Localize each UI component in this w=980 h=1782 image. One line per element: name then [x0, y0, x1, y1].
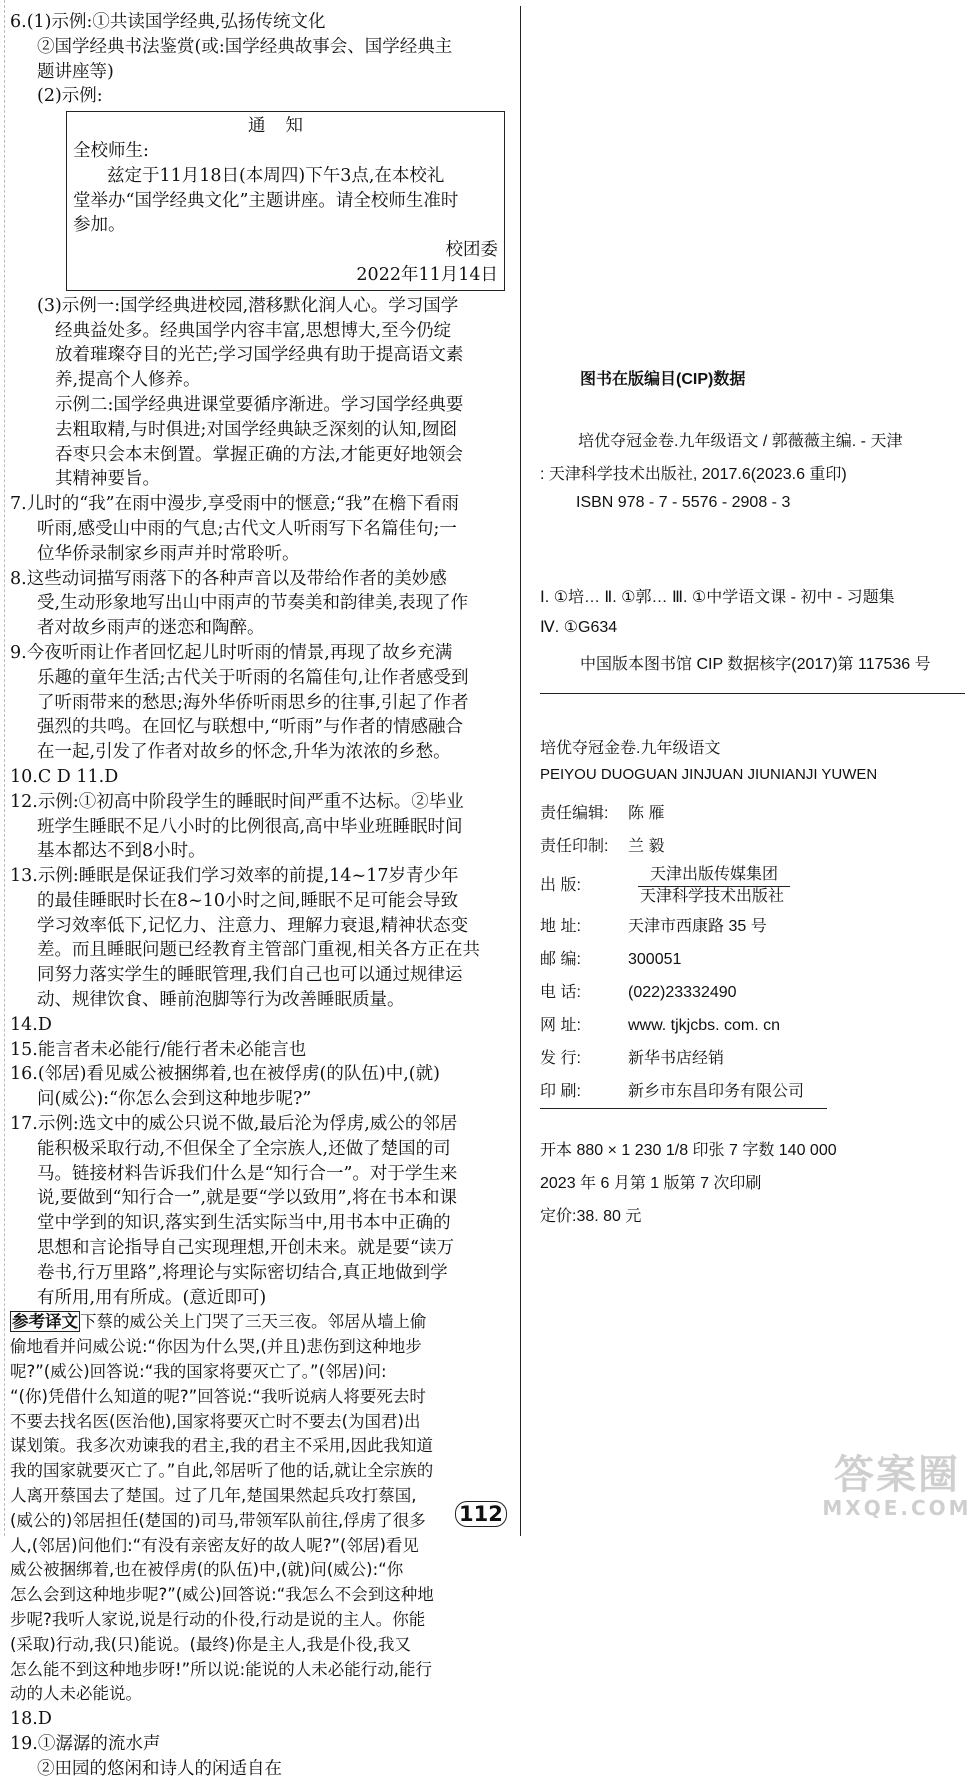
translation-line: 怎么能不到这种地步呀!”所以说:能说的人未必能行动,能行 — [10, 1659, 432, 1679]
editor-label: 责任编辑: — [540, 805, 609, 822]
watermark-logo — [822, 1454, 972, 1526]
translation-line: 谋划策。我多次劝谏我的君主,我的君主不采用,因此我知道 — [10, 1436, 433, 1456]
translation-tag: 参考译文 — [12, 1312, 78, 1332]
cip-line: Ⅰ. ①培… Ⅱ. ①郭… Ⅲ. ①中学语文课 - 初中 - 习题集 — [540, 589, 895, 606]
page-number-value: 112 — [455, 1501, 507, 1527]
website-row — [540, 1012, 780, 1035]
distribution-label: 发 行: — [540, 1050, 581, 1067]
watermark-top: 答案圈 — [834, 1452, 960, 1498]
distribution-value: 新华书店经销 — [628, 1050, 725, 1067]
answer-line: 9.今夜听雨让作者回忆起儿时听雨的情景,再现了故乡充满 — [10, 642, 453, 663]
address-row — [540, 913, 767, 936]
answer-line: 的最佳睡眠时长在8~10小时之间,睡眠不足可能会导致 — [37, 890, 459, 911]
answer-line: 能积极采取行动,不但保全了全宗族人,还做了楚国的司 — [37, 1138, 451, 1159]
answer-line: 其精神要旨。 — [55, 469, 160, 490]
answer-line: 14.D — [10, 1014, 52, 1035]
answer-line: 题讲座等) — [37, 61, 114, 82]
answer-line: 16.(邻居)看见威公被捆绑着,也在被俘虏(的队伍)中,(就) — [10, 1064, 440, 1085]
printer-value: 新乡市东昌印务有限公司 — [628, 1083, 805, 1100]
notice-greeting: 全校师生: — [73, 140, 149, 161]
answer-line: ②田园的悠闲和诗人的闲适自在 — [37, 1758, 282, 1779]
postcode-row — [540, 946, 681, 969]
notice-body-line: 兹定于11月18日(本周四)下午3点,在本校礼 — [107, 165, 445, 186]
column-divider — [520, 6, 521, 1536]
answer-line: 动、规律饮食、睡前泡脚等行为改善睡眠质量。 — [37, 990, 405, 1011]
price-line: 定价:38. 80 元 — [540, 1208, 642, 1225]
answer-line: 了听雨带来的愁思;海外华侨听雨思乡的往事,引起了作者 — [37, 692, 469, 713]
answer-line: 受,生动形象地写出山中雨声的节奏美和韵律美,表现了作 — [37, 593, 469, 614]
notice-body-line: 堂举办“国学经典文化”主题讲座。请全校师生准时 — [73, 190, 459, 211]
website-label: 网 址: — [540, 1017, 581, 1034]
publisher-house: 天津科学技术出版社 — [640, 888, 785, 905]
cip-heading: 图书在版编目(CIP)数据 — [580, 371, 746, 388]
answer-line: 经典益处多。经典国学内容丰富,思想博大,至今仍绽 — [55, 320, 452, 341]
translation-line: 我的国家就要灭亡了。”自此,邻居听了他的话,就让全宗族的 — [10, 1461, 434, 1481]
translation-line: 人,(邻居)问他们:“有没有亲密友好的故人呢?”(邻居)看见 — [10, 1535, 419, 1555]
answer-line: 问(威公):“你怎么会到这种地步呢?” — [37, 1089, 312, 1110]
translation-line: 怎么会到这种地步呢?”(威公)回答说:“我怎么不会到这种地 — [10, 1585, 434, 1605]
answer-line: (2)示例: — [37, 86, 103, 107]
answer-line: 8.这些动词描写雨落下的各种声音以及带给作者的美妙感 — [10, 568, 447, 589]
answer-line: 12.示例:①初高中阶段学生的睡眠时间严重不达标。②毕业 — [10, 791, 464, 812]
answer-line: 17.示例:选文中的威公只说不做,最后沦为俘虏,威公的邻居 — [10, 1114, 458, 1135]
notice-signer: 校团委 — [445, 240, 498, 261]
translation-line: 威公被捆绑着,也在被俘虏(的队伍)中,(就)问(威公):“你 — [10, 1560, 404, 1580]
answer-line: 15.能言者未必能行/能行者未必能言也 — [10, 1039, 307, 1060]
translation-line: 呢?”(威公)回答说:“我的国家将要灭亡了。”(邻居)问: — [10, 1362, 387, 1382]
answer-line: 位华侨录制家乡雨声并时常聆听。 — [37, 543, 300, 564]
translation-line: 动的人未必能说。 — [10, 1684, 142, 1704]
book-pinyin: PEIYOU DUOGUAN JINJUAN JIUNIANJI YUWEN — [540, 766, 878, 783]
answer-line: 强烈的共鸣。在回忆与联想中,“听雨”与作者的情感融合 — [37, 717, 463, 738]
book-title: 培优夺冠金卷.九年级语文 — [540, 740, 721, 757]
edition-line: 2023 年 6 月第 1 版第 7 次印刷 — [540, 1175, 762, 1192]
notice-date: 2022年11月14日 — [356, 264, 498, 285]
distribution-row — [540, 1045, 724, 1068]
answer-line: 10.C D 11.D — [10, 766, 119, 787]
answer-line: 养,提高个人修养。 — [55, 370, 201, 391]
answer-line: 卷书,行万里路”,将理论与实际密切结合,真正地做到学 — [37, 1262, 448, 1283]
publisher-group: 天津出版传媒集团 — [638, 865, 790, 887]
postcode-label: 邮 编: — [540, 951, 581, 968]
address-label: 地 址: — [540, 918, 581, 935]
notice-box — [66, 111, 505, 291]
print-manager-label: 责任印制: — [540, 838, 609, 855]
watermark-bottom: MXQE.COM — [822, 1496, 972, 1520]
editor-row — [540, 800, 664, 823]
notice-title: 通知 — [248, 116, 323, 137]
translation-line: (采取)行动,我(只)能说。(最终)你是主人,我是仆役,我又 — [10, 1634, 411, 1654]
divider-rule — [540, 1108, 827, 1109]
editor-value: 陈 雁 — [628, 805, 665, 822]
translation-line: 不要去找名医(医治他),国家将要灭亡时不要去(为国君)出 — [10, 1411, 421, 1431]
answer-line: 19.①潺潺的流水声 — [10, 1733, 161, 1754]
answer-line: 班学生睡眠不足八小时的比例很高,高中毕业班睡眠时间 — [37, 816, 463, 837]
answer-line: 马。链接材料告诉我们什么是“知行合一”。对于学生来 — [37, 1163, 458, 1184]
publisher-row — [540, 872, 628, 895]
translation-line: (威公的)邻居担任(楚国的)司马,带领军队前往,俘虏了很多 — [10, 1510, 426, 1530]
cip-isbn: ISBN 978 - 7 - 5576 - 2908 - 3 — [576, 494, 791, 511]
phone-row — [540, 979, 737, 1002]
publisher-names — [638, 865, 790, 907]
translation-first-line: 下蔡的威公关上门哭了三天三夜。邻居从墙上偷 — [80, 1312, 427, 1332]
answer-line: 6.(1)示例:①共读国学经典,弘扬传统文化 — [10, 12, 326, 32]
answer-line: 在一起,引发了作者对故乡的怀念,升华为浓浓的乡愁。 — [37, 742, 451, 763]
printer-label: 印 刷: — [540, 1083, 581, 1100]
answer-line: 13.示例:睡眠是保证我们学习效率的前提,14~17岁青少年 — [10, 866, 459, 887]
divider-rule — [540, 693, 965, 694]
translation-line — [10, 1310, 512, 1335]
answer-line: 吞枣只会本末倒置。掌握正确的方法,才能更好地领会 — [55, 444, 464, 465]
translation-line: “(你)凭借什么知道的呢?”回答说:“我听说病人将要死去时 — [10, 1386, 426, 1406]
printer-row — [540, 1078, 804, 1101]
address-value: 天津市西康路 35 号 — [628, 918, 767, 935]
notice-body-line: 参加。 — [73, 215, 126, 236]
translation-line: 人离开蔡国去了楚国。过了几年,楚国果然起兵攻打蔡国, — [10, 1486, 417, 1506]
print-manager-row — [540, 833, 664, 856]
answer-column — [10, 10, 512, 1782]
answer-line: 基本都达不到8小时。 — [37, 841, 206, 862]
cip-line: 中国版本图书馆 CIP 数据核字(2017)第 117536 号 — [580, 656, 931, 673]
answer-line: 7.儿时的“我”在雨中漫步,享受雨中的惬意;“我”在檐下看雨 — [10, 494, 459, 515]
binding-margin-line — [4, 0, 5, 1536]
answer-line: 者对故乡雨声的迷恋和陶醉。 — [37, 618, 265, 639]
answer-line: ②国学经典书法鉴赏(或:国学经典故事会、国学经典主 — [37, 36, 453, 57]
answer-line: 乐趣的童年生活;古代关于听雨的名篇佳句,让作者感受到 — [37, 667, 469, 688]
answer-line: 说,要做到“知行合一”,就是要“学以致用”,将在书本和课 — [37, 1188, 457, 1209]
spec-line: 开本 880 × 1 230 1/8 印张 7 字数 140 000 — [540, 1142, 837, 1159]
page-number — [455, 1502, 507, 1526]
answer-line: 有所用,用有所成。(意近即可) — [37, 1287, 267, 1308]
answer-line: 听雨,感受山中雨的气息;古代文人听雨写下名篇佳句;一 — [37, 518, 457, 539]
phone-label: 电 话: — [540, 984, 581, 1001]
publisher-label: 出 版: — [540, 877, 581, 894]
answer-line: 放着璀璨夺目的光芒;学习国学经典有助于提高语文素 — [55, 345, 464, 366]
cip-line: 培优夺冠金卷.九年级语文 / 郭薇薇主编. - 天津 — [578, 433, 903, 450]
answer-line: 示例二:国学经典进课堂要循序渐进。学习国学经典要 — [55, 394, 464, 415]
answer-line: (3)示例一:国学经典进校园,潜移默化润人心。学习国学 — [37, 295, 459, 316]
postcode-value: 300051 — [628, 951, 682, 968]
cip-line: Ⅳ. ①G634 — [540, 619, 618, 636]
website-value: www. tjkjcbs. com. cn — [628, 1017, 781, 1034]
translation-line: 步呢?我听人家说,说是行动的仆役,行动是说的主人。你能 — [10, 1610, 426, 1629]
phone-value: (022)23332490 — [628, 984, 737, 1001]
print-manager-value: 兰 毅 — [628, 838, 665, 855]
answer-line: 同努力落实学生的睡眠管理,我们自己也可以通过规律运 — [37, 965, 463, 986]
answer-line: 学习效率低下,记忆力、注意力、理解力衰退,精神状态变 — [37, 915, 469, 936]
translation-line: 偷地看并问威公说:“你因为什么哭,(并且)悲伤到这种地步 — [10, 1337, 422, 1357]
answer-line: 差。而且睡眠问题已经教育主管部门重视,相关各方正在共 — [37, 940, 481, 961]
answer-line: 18.D — [10, 1709, 52, 1730]
answer-line: 堂中学到的知识,落实到生活实际当中,用书本中正确的 — [37, 1213, 451, 1234]
answer-line: 去粗取精,与时俱进;对国学经典缺乏深刻的认知,囫囵 — [55, 419, 458, 440]
answer-line: 思想和言论指导自己实现理想,开创未来。就是要“读万 — [37, 1238, 455, 1259]
cip-line: : 天津科学技术出版社, 2017.6(2023.6 重印) — [540, 466, 847, 483]
